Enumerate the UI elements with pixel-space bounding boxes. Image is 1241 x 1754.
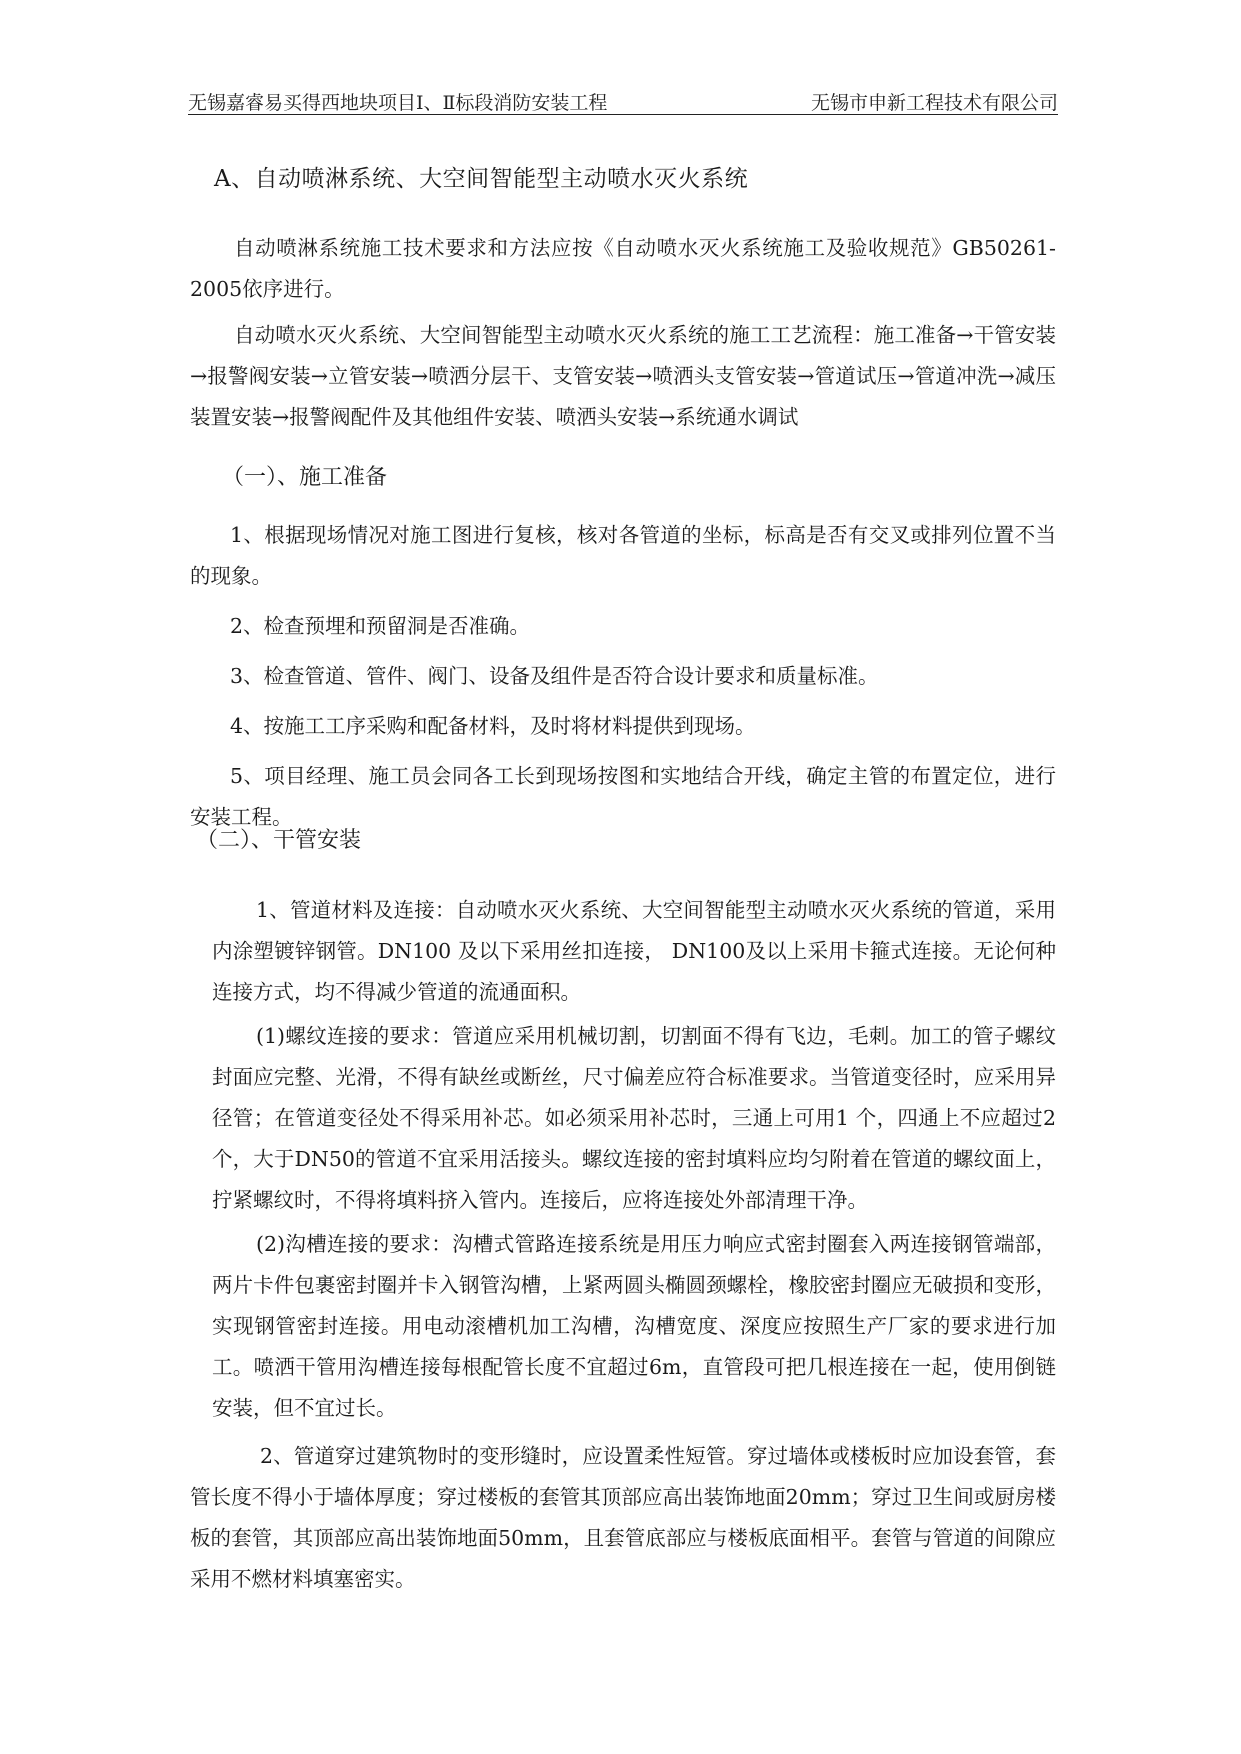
header-company-name: 无锡市申新工程技术有限公司: [810, 92, 1058, 114]
header-project-name: 无锡嘉睿易买得西地块项目Ⅰ、Ⅱ标段消防安装工程: [188, 92, 608, 114]
list-item: 5、项目经理、施工员会同各工长到现场按图和实地结合开线，确定主管的布置定位，进行安装工程。: [190, 764, 1056, 829]
threaded-connection-paragraph: (1)螺纹连接的要求：管道应采用机械切割，切割面不得有飞边，毛刺。加工的管子螺纹封面应完整、光滑，不得有缺丝或断丝，尺寸偏差应符合标准要求。当管道变径时，应采用异径管；在管道变径处不得采用补芯。如必须采用补芯时，三通上可用1 个，四通上不应超过2个，大于DN50的管道不宜采用活接头。螺纹连接的密封填料应均匀附着在管道的螺纹面上，拧紧螺纹时，不得将填料挤入管内。连接后，应将连接处外部清理干净。: [212, 1024, 1056, 1212]
list-item: 4、按施工工序采购和配备材料，及时将材料提供到现场。: [230, 714, 756, 738]
groove-connection-paragraph: (2)沟槽连接的要求：沟槽式管路连接系统是用压力响应式密封圈套入两连接钢管端部，两片卡件包裹密封圈并卡入钢管沟槽，上紧两圆头椭圆颈螺栓，橡胶密封圈应无破损和变形，实现钢管密封连接。用电动滚槽机加工沟槽，沟槽宽度、深度应按照生产厂家的要求进行加工。喷洒干管用沟槽连接每根配管长度不宜超过6m，直管段可把几根连接在一起，使用倒链安装，但不宜过长。: [212, 1232, 1056, 1420]
page-header: [188, 84, 1058, 115]
list-item: 3、检查管道、管件、阀门、设备及组件是否符合设计要求和质量标准。: [230, 664, 879, 688]
intro-standard-paragraph: 自动喷淋系统施工技术要求和方法应按《自动喷水灭火系统施工及验收规范》GB50261-2005依序进行。: [190, 236, 1056, 301]
preparation-list: [190, 515, 1056, 847]
list-item: 1、根据现场情况对施工图进行复核，核对各管道的坐标，标高是否有交叉或排列位置不当的现象。: [190, 523, 1056, 588]
sleeve-paragraph: 2、管道穿过建筑物时的变形缝时，应设置柔性短管。穿过墙体或楼板时应加设套管，套管长度不得小于墙体厚度；穿过楼板的套管其顶部应高出装饰地面20mm；穿过卫生间或厨房楼板的套管，其顶部应高出装饰地面50mm，且套管底部应与楼板底面相平。套管与管道的间隙应采用不燃材料填塞密实。: [190, 1444, 1056, 1591]
pipe-material-paragraph: 1、管道材料及连接：自动喷水灭火系统、大空间智能型主动喷水灭火系统的管道，采用内涂塑镀锌钢管。DN100 及以下采用丝扣连接， DN100及以上采用卡箍式连接。无论何种连接方式，均不得减少管道的流通面积。: [212, 898, 1056, 1004]
subsection-title-main-pipe: （二）、干管安装: [196, 828, 362, 853]
subsection-title-preparation: （一）、施工准备: [222, 465, 388, 490]
list-item: 2、检查预埋和预留洞是否准确。: [230, 614, 531, 638]
section-title: A、自动喷淋系统、大空间智能型主动喷水灭火系统: [214, 166, 749, 192]
intro-process-flow-paragraph: 自动喷水灭火系统、大空间智能型主动喷水灭火系统的施工工艺流程：施工准备→干管安装→报警阀安装→立管安装→喷洒分层干、支管安装→喷洒头支管安装→管道试压→管道冲洗→减压装置安装→报警阀配件及其他组件安装、喷洒头安装→系统通水调试: [190, 323, 1056, 429]
